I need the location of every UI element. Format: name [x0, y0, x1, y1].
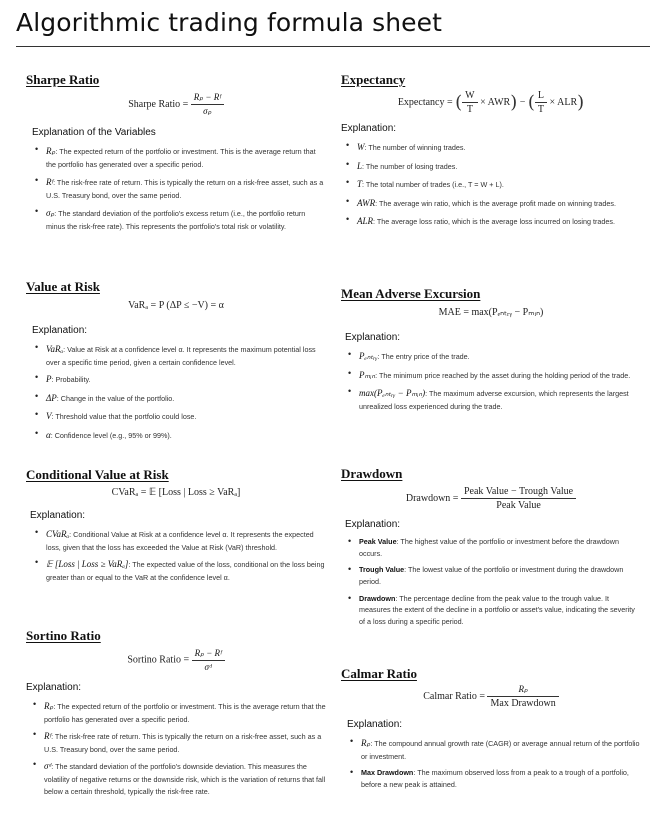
- list-item: • Rₚ: The expected return of the portfolio or investment. This is the average return that the portfolio has generated over a specific period.: [30, 699, 326, 725]
- drawdown-fraction: [461, 486, 576, 511]
- mae-section: [341, 286, 641, 412]
- calmar-numerator: Rₚ: [487, 684, 558, 697]
- expectancy-section: [341, 72, 641, 229]
- list-item: • Rₚ: The compound annual growth rate (CAGR) or average annual return of the portfolio or investment.: [347, 736, 641, 762]
- var-formula: VaRₐ = P (ΔP ≤ −V) = α: [128, 300, 224, 311]
- sortino-formula-label: Sortino Ratio =: [127, 654, 190, 666]
- list-item: • AWR: The average win ratio, which is the average profit made on winning trades.: [343, 196, 641, 211]
- expectancy-formula: Expectancy = ( $\frac{W}{T}$ × AWR) − ( $\frac{L}{T}$ × ALR): [397, 90, 585, 115]
- list-item: • max(Pₑₙₜᵣᵧ − Pₘᵢₙ): The maximum adverse excursion, which represents the largest unrealized loss experienced during the trade.: [345, 386, 641, 412]
- list-item: • 𝔼 [Loss | Loss ≥ VaRₐ]: The expected value of the loss, conditional on the loss being greater than or equal to the VaR at the confidence level α.: [32, 557, 326, 583]
- expectancy-formula-label: Expectancy =: [397, 96, 453, 108]
- list-item: • Drawdown: The percentage decline from the peak value to the trough value. It measures the extent of the decline in a portfolio or asset's value, indicating the severity of a loss during a specific period.: [345, 593, 641, 628]
- sharpe-section: [26, 72, 326, 233]
- list-item: • σᵈ: The standard deviation of the portfolio's downside deviation. This measures the volatility of negative returns or the downside risk, which is the variation of returns that fall below a certain threshold, typically the risk-free rate.: [30, 759, 326, 797]
- drawdown-title: Drawdown: [341, 466, 403, 481]
- mae-explanation-heading: Explanation:: [345, 332, 401, 343]
- drawdown-denominator: Peak Value: [496, 500, 541, 511]
- drawdown-variable-list: [345, 536, 641, 628]
- list-item: • σₚ: The standard deviation of the portfolio's excess return (i.e., the portfolio return minus the risk-free rate). This represents the portfolio's total risk or volatility.: [32, 206, 326, 232]
- cvar-title: Conditional Value at Risk: [26, 467, 169, 482]
- sortino-fraction: [192, 648, 225, 672]
- var-section: [26, 279, 326, 443]
- cvar-formula: CVaRₐ = 𝔼 [Loss | Loss ≥ VaRₐ]: [111, 487, 241, 498]
- calmar-formula: [341, 684, 641, 709]
- expectancy-title: Expectancy: [341, 72, 406, 87]
- sortino-explanation-heading: Explanation:: [26, 682, 82, 693]
- var-title: Value at Risk: [26, 279, 100, 294]
- sharpe-denominator: σₚ: [203, 106, 212, 116]
- sortino-variable-list: [30, 699, 326, 797]
- sharpe-formula-label: Sharpe Ratio =: [128, 98, 189, 110]
- list-item: • Rᶠ: The risk-free rate of return. This is typically the return on a risk-free asset, such as a U.S. Treasury bond, over the same period.: [30, 729, 326, 755]
- drawdown-explanation-heading: Explanation:: [345, 519, 401, 530]
- var-explanation-heading: Explanation:: [32, 325, 88, 336]
- sortino-section: [26, 628, 326, 797]
- win-fraction: $\frac{W}{T}$: [462, 90, 477, 115]
- calmar-formula-label: Calmar Ratio =: [423, 690, 485, 702]
- sortino-title: Sortino Ratio: [26, 628, 101, 643]
- calmar-section: [341, 666, 641, 791]
- mae-variable-list: [345, 349, 641, 412]
- expectancy-variable-list: [343, 140, 641, 229]
- mae-title: Mean Adverse Excursion: [341, 286, 481, 301]
- list-item: • Pₑₙₜᵣᵧ: The entry price of the trade.: [345, 349, 641, 364]
- calmar-title: Calmar Ratio: [341, 666, 417, 681]
- list-item: • Trough Value: The lowest value of the portfolio or investment during the drawdown period.: [345, 564, 641, 587]
- sharpe-title: Sharpe Ratio: [26, 72, 100, 87]
- cvar-variable-list: [32, 527, 326, 583]
- list-item: • α: Confidence level (e.g., 95% or 99%).: [32, 428, 326, 443]
- cvar-explanation-heading: Explanation:: [30, 510, 86, 521]
- sortino-formula: [26, 648, 326, 672]
- cvar-section: [26, 467, 326, 583]
- calmar-denominator: Max Drawdown: [490, 698, 556, 709]
- list-item: • Max Drawdown: The maximum observed loss from a peak to a trough of a portfolio, before a new peak is attained.: [347, 767, 641, 790]
- list-item: • Peak Value: The highest value of the portfolio or investment before the drawdown occurs.: [345, 536, 641, 559]
- sortino-numerator: Rₚ − Rᶠ: [192, 648, 225, 661]
- sharpe-variable-list: [32, 144, 326, 233]
- list-item: • ΔP: Change in the value of the portfolio.: [32, 391, 326, 406]
- list-item: • Pₘᵢₙ: The minimum price reached by the asset during the holding period of the trade.: [345, 368, 641, 383]
- list-item: • P: Probability.: [32, 372, 326, 387]
- sharpe-explanation-heading: Explanation of the Variables: [32, 127, 156, 138]
- expectancy-explanation-heading: Explanation:: [341, 123, 397, 134]
- calmar-explanation-heading: Explanation:: [347, 719, 403, 730]
- title-divider: [16, 46, 650, 47]
- calmar-fraction: [487, 684, 558, 709]
- list-item: • Rᶠ: The risk-free rate of return. This is typically the return on a risk-free asset, such as a U.S. Treasury bond, over the same period.: [32, 175, 326, 201]
- list-item: • W: The number of winning trades.: [343, 140, 641, 155]
- list-item: • V: Threshold value that the portfolio could lose.: [32, 409, 326, 424]
- drawdown-formula: [341, 486, 641, 511]
- mae-formula: MAE = max(Pₑₙₜᵣᵧ − Pₘᵢₙ): [438, 307, 544, 318]
- drawdown-formula-label: Drawdown =: [405, 492, 459, 504]
- list-item: • Rₚ: The expected return of the portfolio or investment. This is the average return that the portfolio has generated over a specific period.: [32, 144, 326, 170]
- list-item: • CVaRₐ: Conditional Value at Risk at a confidence level α. It represents the expected loss, given that the loss has exceeded the Value at Risk (VaR) threshold.: [32, 527, 326, 553]
- sharpe-fraction: [191, 92, 224, 117]
- list-item: • ALR: The average loss ratio, which is the average loss incurred on losing trades.: [343, 214, 641, 229]
- sortino-denominator: σᵈ: [204, 662, 212, 672]
- sharpe-formula: [26, 92, 326, 117]
- list-item: • VaRₐ: Value at Risk at a confidence level α. It represents the maximum potential loss over a specific time period, given a certain confidence level.: [32, 342, 326, 368]
- sharpe-numerator: Rₚ − Rᶠ: [191, 92, 224, 105]
- list-item: • L: The number of losing trades.: [343, 159, 641, 174]
- drawdown-numerator: Peak Value − Trough Value: [461, 486, 576, 499]
- page-title: Algorithmic trading formula sheet: [16, 8, 443, 37]
- drawdown-section: [341, 466, 641, 628]
- var-variable-list: [32, 342, 326, 443]
- calmar-variable-list: [347, 736, 641, 791]
- list-item: • T: The total number of trades (i.e., T = W + L).: [343, 177, 641, 192]
- loss-fraction: $\frac{L}{T}$: [535, 90, 547, 115]
